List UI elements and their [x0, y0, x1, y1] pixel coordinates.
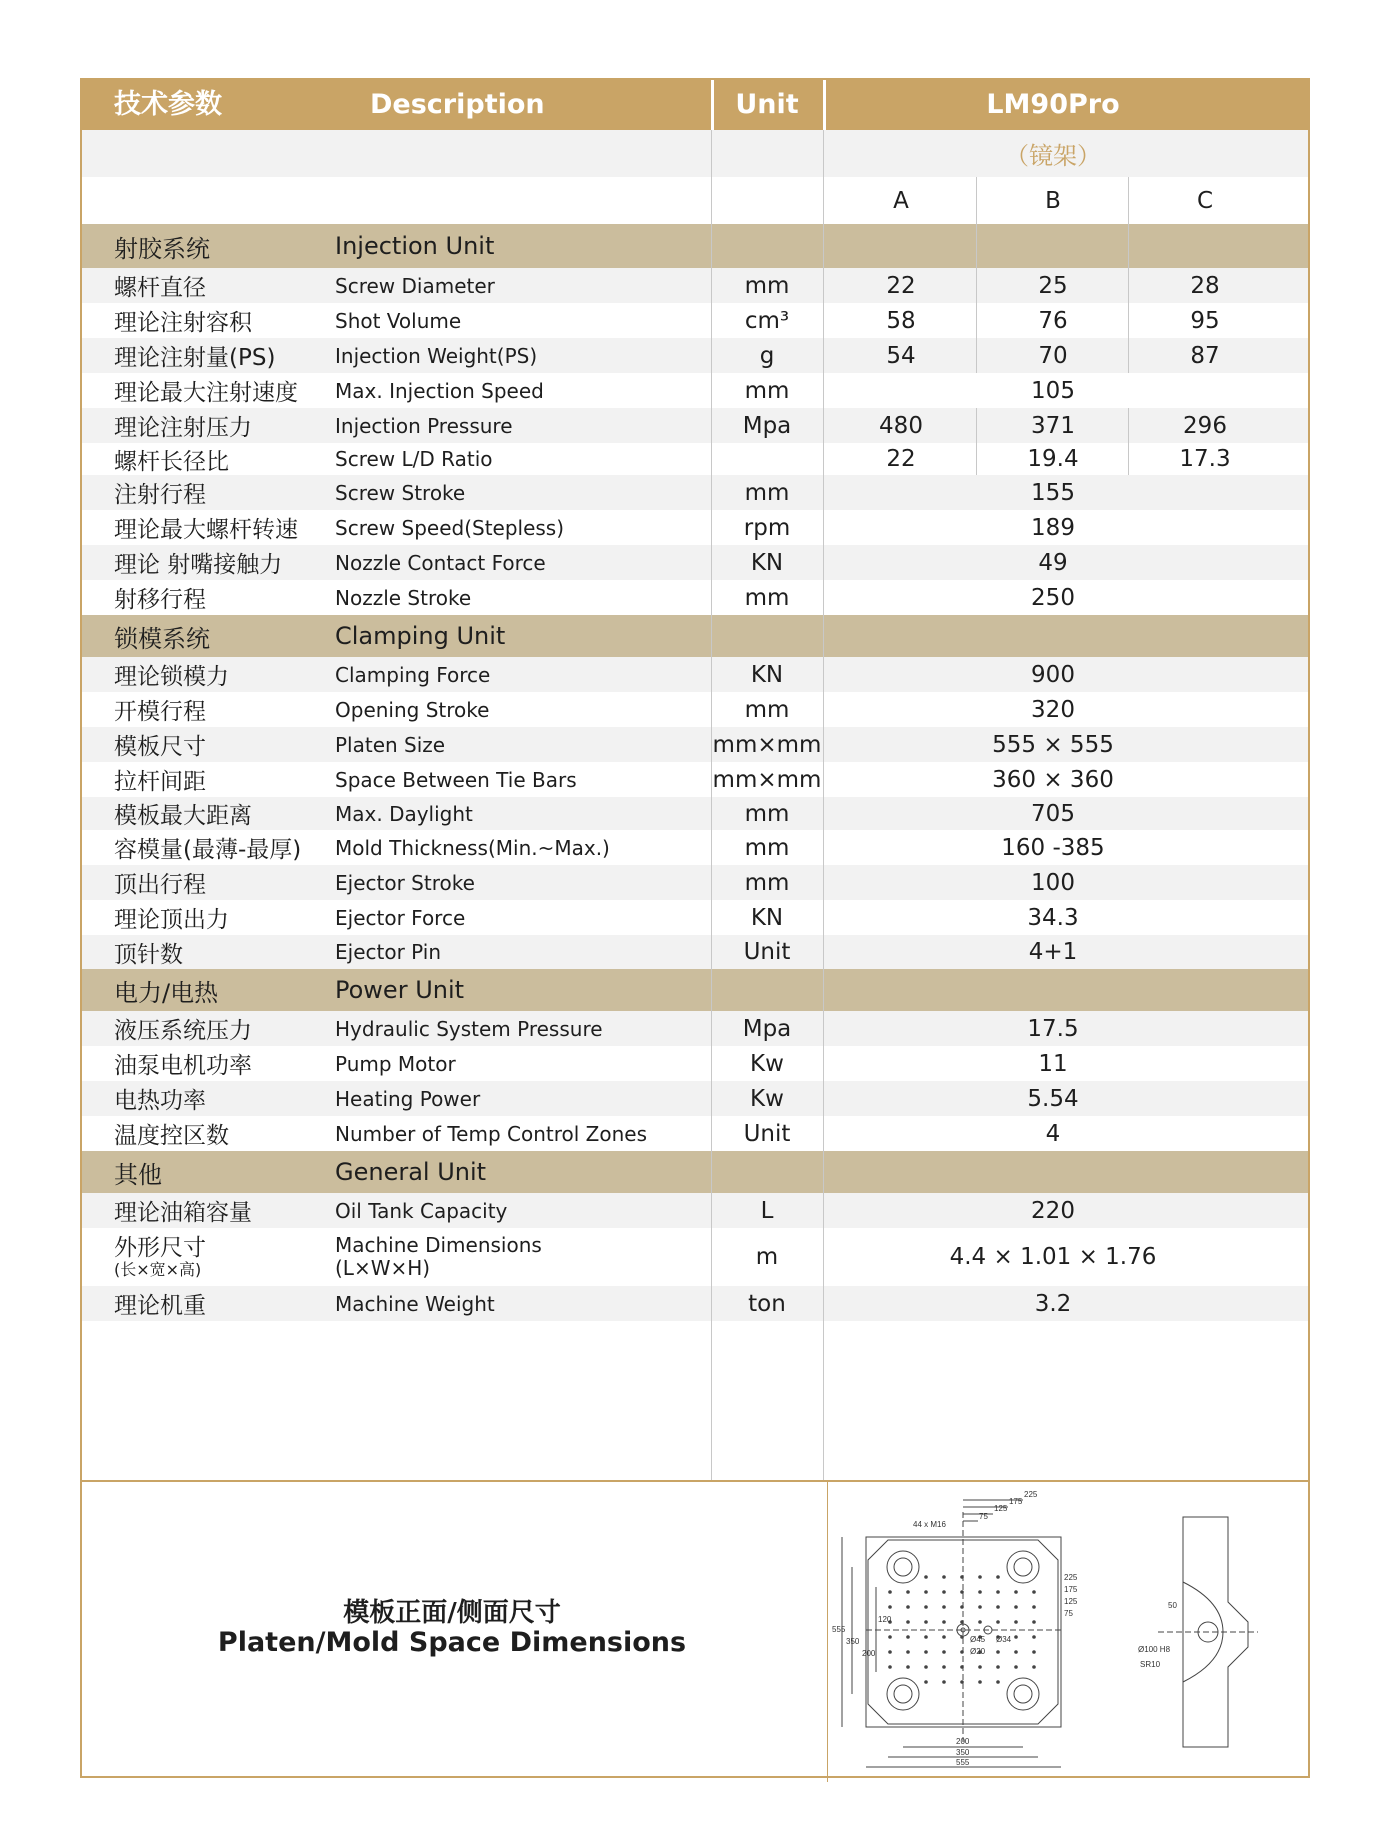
spec-row [82, 303, 1308, 338]
section-header-clamping [82, 615, 1308, 657]
value-c: 296 [1183, 412, 1227, 439]
platen-section [82, 1480, 1308, 1782]
col-a: A [893, 187, 909, 214]
spec-row [82, 1193, 1308, 1228]
tie-bar-hole [894, 1685, 912, 1703]
param-unit: mm [744, 834, 790, 861]
section-title-cn: 电力/电热 [114, 978, 219, 1007]
section-title-en: General Unit [335, 1158, 487, 1186]
hole-label: Ø45 [970, 1635, 986, 1644]
thread-hole [924, 1620, 928, 1624]
param-en: Ejector Stroke [335, 870, 475, 895]
thread-hole [996, 1650, 1000, 1654]
param-cn: 顶针数 [114, 941, 183, 968]
thread-hole [1014, 1665, 1018, 1669]
tie-bar-hole [1007, 1551, 1039, 1583]
value-all: 4+1 [1028, 939, 1078, 965]
value-c: 87 [1190, 342, 1220, 369]
thread-hole [960, 1575, 964, 1579]
dim-left-label: 350 [846, 1637, 860, 1646]
thread-hole [996, 1605, 1000, 1609]
dim-right-label: 175 [1064, 1585, 1078, 1594]
tie-bar-hole [1007, 1678, 1039, 1710]
thread-hole [996, 1620, 1000, 1624]
dim-top-label: 125 [994, 1504, 1008, 1513]
param-unit: KN [750, 904, 784, 931]
dim-right-label: 75 [1064, 1609, 1073, 1618]
thread-hole [942, 1575, 946, 1579]
param-unit: KN [750, 549, 784, 576]
spec-row [82, 338, 1308, 373]
dim-top-label: 75 [979, 1512, 988, 1521]
tie-bar-hole [1014, 1685, 1032, 1703]
thread-hole [996, 1680, 1000, 1684]
section-header-general [82, 1151, 1308, 1193]
param-cn-sub: (长×宽×高) [114, 1259, 202, 1279]
spec-row [82, 1046, 1308, 1081]
value-all: 155 [1031, 479, 1075, 506]
spec-row [82, 1286, 1308, 1321]
table-col-divider [711, 130, 712, 1480]
value-b: 19.4 [1027, 446, 1079, 472]
param-unit: m [755, 1244, 779, 1270]
spec-row [82, 1081, 1308, 1116]
param-cn: 理论注射容积 [114, 310, 252, 336]
tie-bar-hole [887, 1678, 919, 1710]
thread-hole [978, 1605, 982, 1609]
tie-bar-hole [1014, 1558, 1032, 1576]
value-c: 95 [1190, 307, 1220, 334]
param-en [335, 1228, 542, 1286]
value-all: 705 [1031, 800, 1075, 827]
platen-drawing [827, 1482, 1311, 1782]
thread-hole [960, 1605, 964, 1609]
param-cn: 温度控区数 [114, 1123, 229, 1149]
hole-label: Ø20 [970, 1647, 986, 1656]
param-en: Nozzle Contact Force [335, 550, 546, 575]
thread-hole [924, 1605, 928, 1609]
param-cn: 理论机重 [114, 1293, 206, 1319]
side-label: SR10 [1140, 1660, 1161, 1669]
thread-hole [942, 1680, 946, 1684]
thread-hole [924, 1575, 928, 1579]
param-cn: 理论 射嘴接触力 [114, 552, 283, 578]
dim-left-label: 120 [878, 1615, 892, 1624]
param-en: Screw Diameter [335, 273, 495, 298]
col-divider [1128, 408, 1129, 443]
spec-row [82, 408, 1308, 443]
value-all: 4 [1045, 1120, 1061, 1147]
side-label: Ø100 H8 [1138, 1645, 1171, 1654]
col-divider [1128, 338, 1129, 373]
spec-row [82, 268, 1308, 303]
dim-bottom-label: 350 [956, 1748, 970, 1757]
param-cn: 油泵电机功率 [114, 1053, 252, 1079]
thread-hole [978, 1575, 982, 1579]
spec-row [82, 475, 1308, 510]
param-cn: 理论最大螺杆转速 [114, 517, 298, 543]
thread-hole [1032, 1605, 1036, 1609]
param-en: Max. Injection Speed [335, 378, 544, 403]
section-title-en: Injection Unit [335, 232, 495, 260]
value-all: 17.5 [1027, 1015, 1079, 1042]
value-b: 25 [1038, 272, 1068, 299]
value-all: 189 [1031, 514, 1075, 541]
variant-columns-row [82, 177, 1308, 224]
thread-hole [924, 1680, 928, 1684]
thread-hole [1014, 1605, 1018, 1609]
value-b: 371 [1031, 412, 1075, 439]
param-unit: rpm [743, 514, 791, 541]
thread-hole [1032, 1635, 1036, 1639]
param-en: Shot Volume [335, 308, 462, 333]
thread-hole [906, 1650, 910, 1654]
param-en: Max. Daylight [335, 801, 473, 826]
variant-col-divider [1128, 177, 1129, 268]
dim-right-label: 225 [1064, 1573, 1078, 1582]
thread-hole [906, 1605, 910, 1609]
param-en: Platen Size [335, 732, 446, 757]
section-title-cn: 其他 [114, 1160, 162, 1189]
param-cn: 电热功率 [114, 1088, 206, 1114]
param-unit: mm [744, 479, 790, 506]
param-unit: mm [744, 869, 790, 896]
header-cn: 技术参数 [114, 89, 222, 120]
value-a: 58 [886, 307, 916, 334]
thread-hole [1014, 1635, 1018, 1639]
thread-hole [960, 1650, 964, 1654]
section-title-cn: 射胶系统 [114, 234, 210, 263]
param-unit: mm [744, 272, 790, 299]
param-en: Ejector Force [335, 905, 466, 930]
param-en: Mold Thickness(Min.~Max.) [335, 835, 610, 860]
thread-hole [888, 1590, 892, 1594]
param-unit: Unit [743, 939, 791, 965]
param-cn-main: 外形尺寸 [114, 1234, 206, 1261]
thread-hole [960, 1635, 964, 1639]
param-en: Ejector Pin [335, 940, 442, 964]
param-cn: 模板尺寸 [114, 734, 206, 760]
value-all: 360 × 360 [992, 766, 1114, 793]
col-divider [976, 338, 977, 373]
col-divider [976, 443, 977, 475]
platen-drawing-svg [828, 1482, 1311, 1782]
param-cn: 螺杆直径 [114, 275, 206, 301]
param-unit: L [760, 1197, 774, 1224]
thread-hole [996, 1590, 1000, 1594]
section-header-injection [82, 224, 1308, 268]
param-cn: 理论注射量(PS) [114, 345, 276, 371]
variant-col-divider [976, 177, 977, 268]
param-cn: 模板最大距离 [114, 803, 252, 829]
spec-row [82, 657, 1308, 692]
param-unit: Kw [750, 1050, 784, 1077]
thread-hole [978, 1665, 982, 1669]
param-en: Heating Power [335, 1086, 481, 1111]
thread-hole [1014, 1650, 1018, 1654]
value-all: 11 [1038, 1050, 1068, 1077]
param-en: Oil Tank Capacity [335, 1198, 508, 1223]
spec-row [82, 900, 1308, 935]
spec-row [82, 762, 1308, 797]
value-all: 900 [1031, 661, 1075, 688]
col-c: C [1196, 187, 1214, 214]
thread-hole [942, 1605, 946, 1609]
spec-row [82, 580, 1308, 615]
header-description: Description [370, 89, 545, 120]
value-a: 22 [886, 272, 916, 299]
thread-hole [942, 1665, 946, 1669]
hole-label: Ø34 [996, 1635, 1012, 1644]
spec-sheet [80, 78, 1310, 1778]
param-cn: 射移行程 [114, 587, 206, 613]
thread-hole [1014, 1620, 1018, 1624]
param-cn: 理论油箱容量 [114, 1200, 252, 1226]
spec-row [82, 1116, 1308, 1151]
param-cn: 理论锁模力 [114, 664, 229, 690]
thread-hole [1014, 1590, 1018, 1594]
dim-top-label: 225 [1024, 1490, 1038, 1499]
value-all: 160 -385 [1001, 834, 1105, 861]
thread-hole [906, 1620, 910, 1624]
param-cn: 理论最大注射速度 [114, 380, 298, 406]
thread-hole [942, 1650, 946, 1654]
thread-hole [960, 1620, 964, 1624]
value-all: 5.54 [1027, 1085, 1079, 1112]
thread-hole [960, 1680, 964, 1684]
col-b: B [1045, 187, 1061, 214]
dim-left-label: 200 [862, 1649, 876, 1658]
value-c: 28 [1190, 272, 1220, 299]
param-unit: mm×mm [712, 731, 822, 758]
thread-hole [888, 1635, 892, 1639]
param-cn: 理论注射压力 [114, 415, 252, 441]
value-all: 250 [1031, 584, 1075, 611]
value-all: 3.2 [1034, 1290, 1072, 1317]
value-all: 34.3 [1027, 904, 1079, 931]
param-unit: g [759, 342, 775, 369]
dim-right-label: 125 [1064, 1597, 1078, 1606]
spec-row [82, 727, 1308, 762]
side-label: 50 [1168, 1601, 1177, 1610]
thread-hole [906, 1635, 910, 1639]
thread-hole [1032, 1620, 1036, 1624]
param-cn [114, 1228, 206, 1286]
thread-hole [996, 1665, 1000, 1669]
param-en: Injection Weight(PS) [335, 343, 538, 368]
dim-bottom-label: 200 [956, 1737, 970, 1746]
thread-hole [906, 1590, 910, 1594]
param-en: Nozzle Stroke [335, 585, 472, 610]
header-unit: Unit [735, 89, 799, 120]
param-en: Screw L/D Ratio [335, 447, 493, 471]
dim-top-label: 175 [1009, 1497, 1023, 1506]
param-unit: ton [748, 1290, 786, 1317]
thread-hole [1032, 1590, 1036, 1594]
thread-hole [978, 1680, 982, 1684]
value-all: 320 [1031, 696, 1075, 723]
spec-row [82, 1228, 1308, 1286]
thread-hole [906, 1665, 910, 1669]
col-divider [1128, 303, 1129, 338]
platen-title-en: Platen/Mold Space Dimensions [217, 1627, 687, 1658]
param-cn: 螺杆长径比 [114, 448, 229, 475]
param-unit: mm [744, 377, 790, 404]
thread-hole [888, 1665, 892, 1669]
param-en: Number of Temp Control Zones [335, 1121, 647, 1146]
spec-row [82, 1011, 1308, 1046]
spec-row [82, 692, 1308, 727]
value-a: 22 [886, 446, 916, 472]
value-a: 480 [879, 412, 923, 439]
param-en: Hydraulic System Pressure [335, 1016, 603, 1041]
param-en: Screw Stroke [335, 480, 466, 505]
spec-row [82, 797, 1308, 830]
section-title-cn: 锁模系统 [114, 624, 210, 653]
param-unit: Kw [750, 1085, 784, 1112]
spec-row [82, 510, 1308, 545]
col-divider [976, 303, 977, 338]
variant-row [82, 130, 1308, 177]
param-en-main: Machine Dimensions [335, 1233, 542, 1257]
value-all: 100 [1031, 869, 1075, 896]
thread-hole [888, 1605, 892, 1609]
dim-bottom-label: 555 [956, 1758, 970, 1767]
dim-left-label: 555 [832, 1625, 846, 1634]
variant-label: （镜架） [1005, 142, 1101, 170]
param-unit: KN [750, 661, 784, 688]
thread-hole [924, 1665, 928, 1669]
value-b: 70 [1038, 342, 1068, 369]
value-all: 4.4 × 1.01 × 1.76 [949, 1244, 1157, 1270]
thread-hole [978, 1620, 982, 1624]
thread-label: 44 x M16 [913, 1520, 946, 1529]
param-en: Machine Weight [335, 1291, 495, 1316]
thread-hole [960, 1665, 964, 1669]
thread-hole [942, 1590, 946, 1594]
thread-hole [996, 1575, 1000, 1579]
param-en: Injection Pressure [335, 413, 513, 438]
param-unit: Unit [743, 1120, 791, 1147]
param-cn: 顶出行程 [114, 872, 206, 898]
col-divider [976, 408, 977, 443]
param-cn: 开模行程 [114, 699, 206, 725]
tie-bar-hole [887, 1551, 919, 1583]
spec-row [82, 865, 1308, 900]
param-unit: mm×mm [712, 766, 822, 793]
value-all: 555 × 555 [992, 731, 1114, 758]
thread-hole [960, 1590, 964, 1594]
param-en: Clamping Force [335, 662, 491, 687]
section-header-power [82, 969, 1308, 1011]
section-title-en: Clamping Unit [335, 622, 506, 650]
param-en: Screw Speed(Stepless) [335, 515, 565, 540]
param-en-sub: (L×W×H) [335, 1256, 431, 1280]
thread-hole [888, 1650, 892, 1654]
header-model: LM90Pro [986, 89, 1120, 120]
param-unit [712, 443, 822, 475]
thread-hole [924, 1635, 928, 1639]
spec-row [82, 545, 1308, 580]
col-divider [976, 268, 977, 303]
tie-bar-hole [894, 1558, 912, 1576]
value-a: 54 [886, 342, 916, 369]
param-unit: mm [744, 584, 790, 611]
param-en: Space Between Tie Bars [335, 767, 577, 792]
value-c: 17.3 [1179, 446, 1231, 472]
thread-hole [1032, 1650, 1036, 1654]
value-b: 76 [1038, 307, 1068, 334]
thread-hole [942, 1620, 946, 1624]
param-cn: 注射行程 [114, 482, 206, 508]
thread-hole [942, 1635, 946, 1639]
param-unit: cm³ [744, 307, 790, 334]
table-header [82, 80, 1308, 130]
spec-row [82, 373, 1308, 408]
thread-hole [924, 1590, 928, 1594]
value-all: 49 [1038, 549, 1068, 576]
col-divider [1128, 268, 1129, 303]
param-cn: 容模量(最薄-最厚) [114, 837, 302, 863]
spec-row [82, 935, 1308, 969]
spec-row [82, 443, 1308, 475]
thread-hole [978, 1590, 982, 1594]
value-all: 105 [1031, 377, 1075, 404]
param-unit: mm [744, 696, 790, 723]
param-en: Pump Motor [335, 1051, 456, 1076]
param-unit: Mpa [742, 1015, 792, 1042]
spec-row [82, 830, 1308, 865]
col-divider [1128, 443, 1129, 475]
section-title-en: Power Unit [335, 976, 465, 1004]
param-cn: 理论顶出力 [114, 907, 229, 933]
table-col-divider [823, 130, 824, 1480]
param-en: Opening Stroke [335, 697, 490, 722]
platen-title-cn: 模板正面/侧面尺寸 [343, 1598, 561, 1628]
thread-hole [924, 1650, 928, 1654]
thread-hole [1032, 1665, 1036, 1669]
param-cn: 液压系统压力 [114, 1018, 252, 1044]
param-unit: mm [744, 800, 790, 827]
value-all: 220 [1031, 1197, 1075, 1224]
param-unit: Mpa [742, 412, 792, 439]
param-cn: 拉杆间距 [114, 769, 206, 795]
